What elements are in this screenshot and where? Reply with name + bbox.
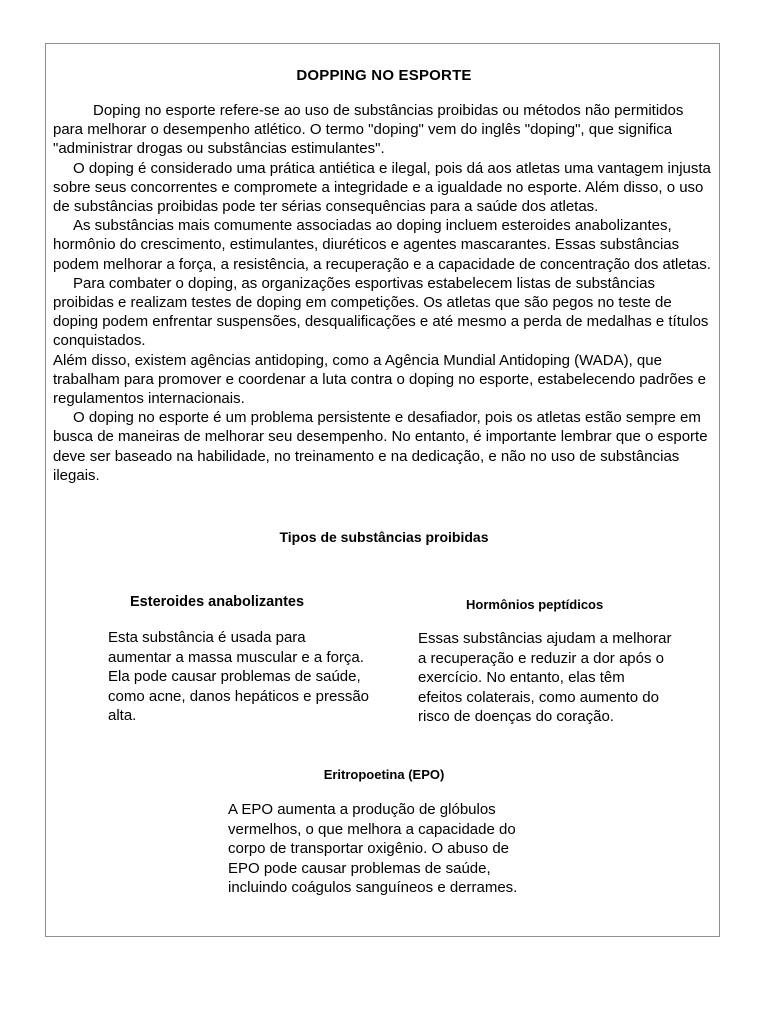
- steroids-heading: Esteroides anabolizantes: [130, 594, 305, 610]
- epo-heading: Eritropoetina (EPO): [323, 767, 445, 782]
- peptides-heading: Hormônios peptídicos: [466, 597, 604, 612]
- body-text: [53, 101, 715, 485]
- peptides-text: Essas substâncias ajudam a melhorar a recuperação e reduzir a dor após o exercício. No entanto, elas têm efeitos colaterais, como aumento do risco de doenças do coração.: [418, 630, 672, 726]
- epo-text: A EPO aumenta a produção de glóbulos vermelhos, o que melhora a capacidade do corpo de transportar oxigênio. O abuso de EPO pode causar problemas de saúde, incluindo coágulos sanguíneos e derrames.: [228, 801, 518, 897]
- section-title: Tipos de substâncias proibidas: [279, 529, 489, 545]
- paragraph-conclusion: O doping no esporte é um problema persistente e desafiador, pois os atletas estão sempre em busca de maneiras de melhorar seu desempenho. No entanto, é importante lembrar que o esporte deve ser baseado na habilidade, no treinamento e na dedicação, e não no uso de substâncias ilegais.: [53, 409, 708, 484]
- document-title: DOPPING NO ESPORTE: [296, 67, 472, 84]
- paragraph-agencies: Além disso, existem agências antidoping, como a Agência Mundial Antidoping (WADA), que trabalham para promover e coordenar a luta contra o doping no esporte, estabelecendo padrões e regulamentos internacionais.: [53, 351, 706, 408]
- steroids-text: Esta substância é usada para aumentar a massa muscular e a força. Ela pode causar problemas de saúde, como acne, danos hepáticos e pressão alta.: [108, 629, 369, 725]
- paragraph-substances: As substâncias mais comumente associadas ao doping incluem esteroides anabolizantes, hormônio do crescimento, estimulantes, diuréticos e agentes mascarantes. Essas substâncias podem melhorar a força, a resistência, a recuperação e a capacidade de concentração dos atletas.: [53, 217, 711, 273]
- paragraph-combat: Para combater o doping, as organizações esportivas estabelecem listas de substâncias proibidas e realizam testes de doping em competições. Os atletas que são pegos no teste de doping podem enfrentar suspensões, desqualificações e até mesmo a perda de medalhas e títulos conquistados.: [53, 274, 709, 350]
- paragraph-intro: Doping no esporte refere-se ao uso de substâncias proibidas ou métodos não permitidos para melhorar o desempenho atlético. O termo "doping" vem do inglês "doping", que significa "administrar drogas ou substâncias estimulantes".: [53, 102, 684, 158]
- paragraph-ethics: O doping é considerado uma prática antiética e ilegal, pois dá aos atletas uma vantagem injusta sobre seus concorrentes e compromete a integridade e a igualdade no esporte. Além disso, o uso de substâncias proibidas pode ter sérias consequências para a saúde dos atletas.: [53, 159, 711, 216]
